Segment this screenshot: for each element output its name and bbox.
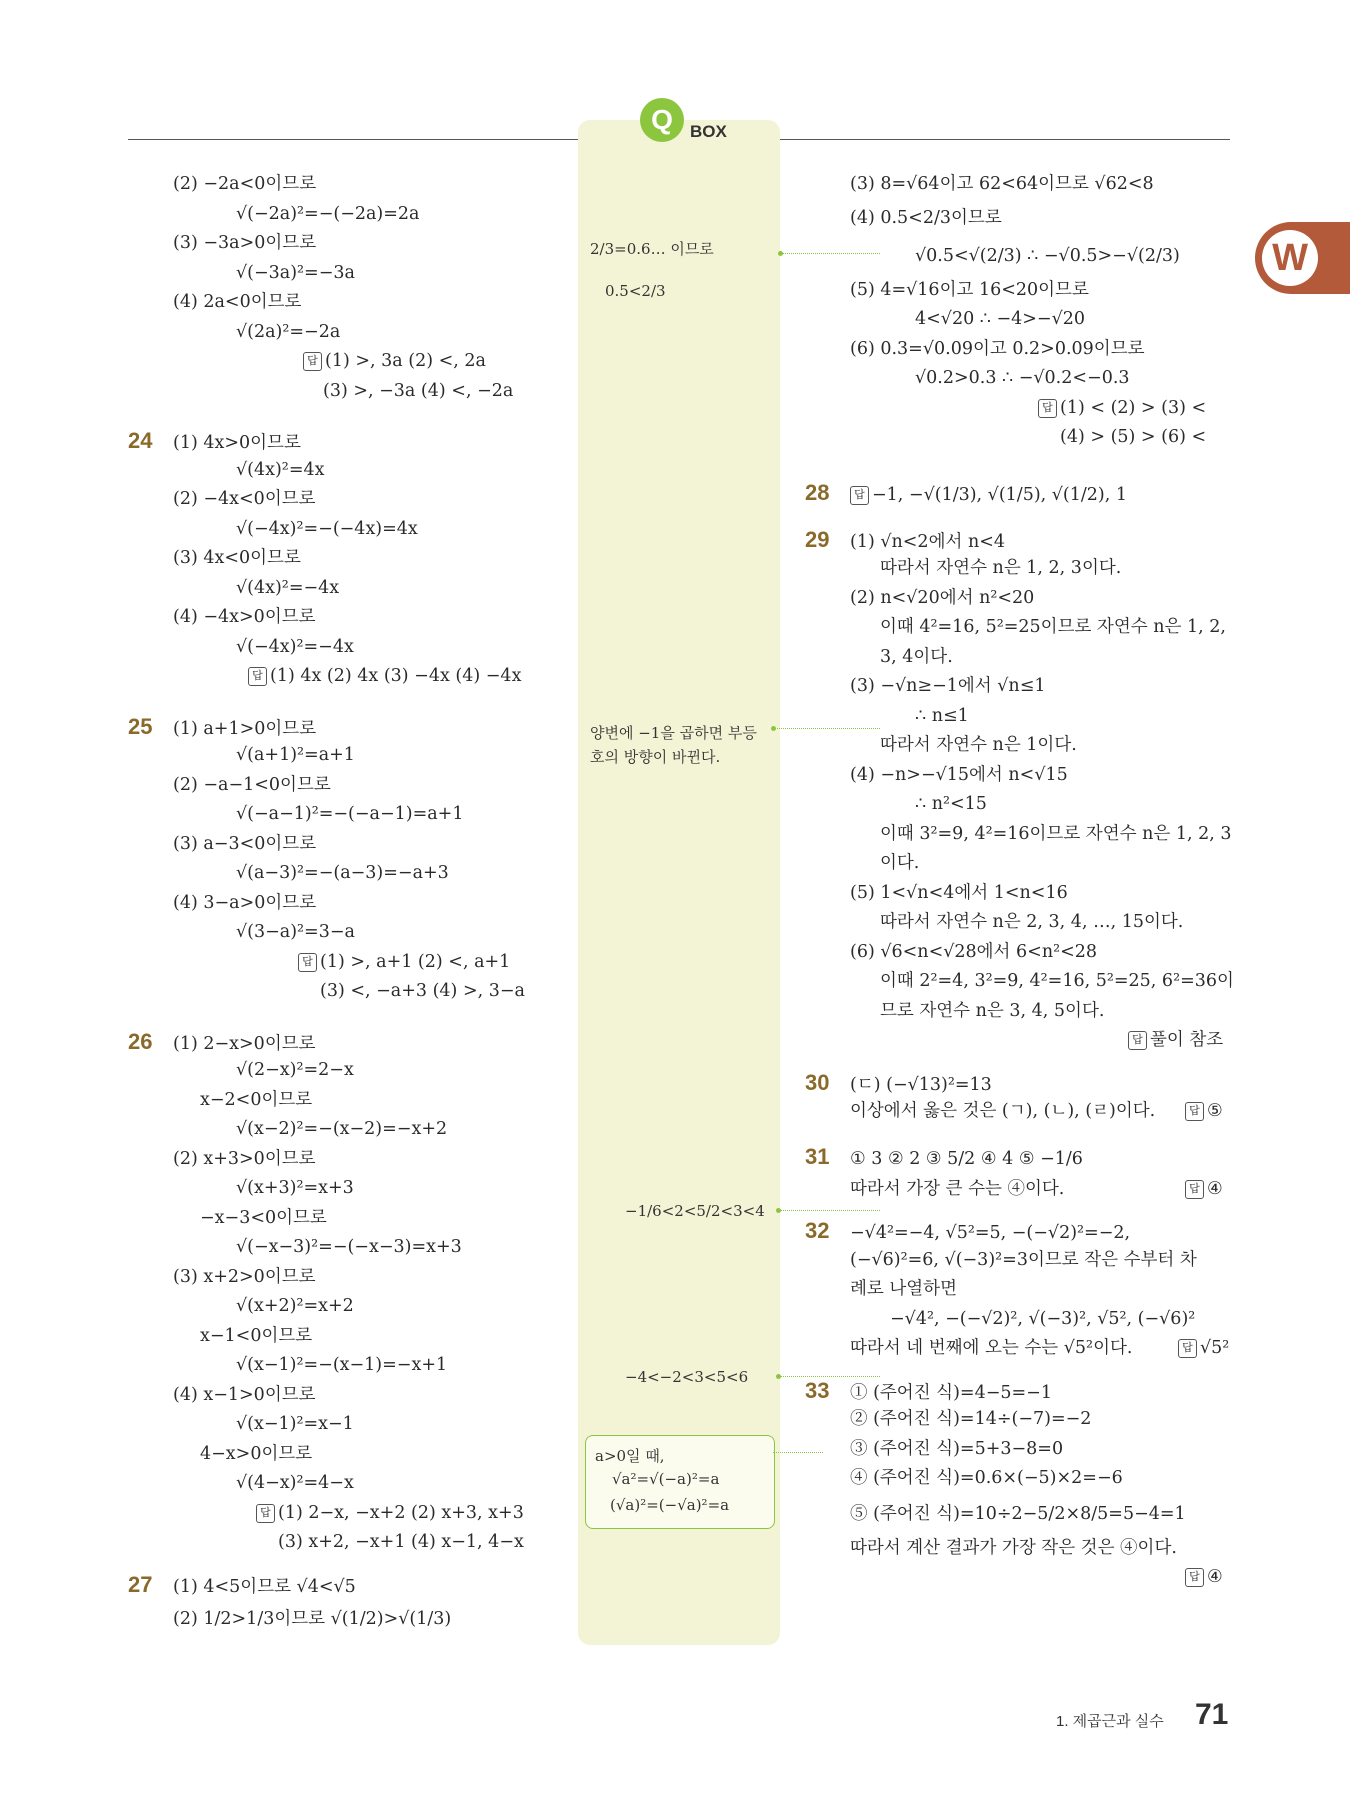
answer-mark-icon: 답 — [298, 953, 317, 972]
line: (5) 1<√n<4에서 1<n<16 — [850, 882, 1068, 903]
line: (4) 0.5<2/3이므로 — [850, 207, 1002, 228]
line: (4) −n>−√15에서 n<√15 — [850, 764, 1068, 785]
line: √(a+1)²=a+1 — [236, 745, 355, 765]
line: x−1<0이므로 — [200, 1325, 313, 1346]
line: √(−4x)²=−(−4x)=4x — [236, 518, 418, 539]
line: √(x+2)²=x+2 — [236, 1296, 354, 1316]
note-order-31: −1/6<2<5/2<3<4 — [625, 1202, 765, 1220]
note-box-line: (√a)²=(−√a)²=a — [610, 1496, 730, 1514]
answer-mark-icon: 답 — [1185, 1102, 1204, 1121]
line: (2) −a−1<0이므로 — [173, 774, 331, 795]
line: (−√6)²=6, √(−3)²=3이므로 작은 수부터 차 — [850, 1249, 1197, 1270]
answer-line: 따라서 가장 큰 수는 ④이다. 답 ④ — [850, 1178, 1223, 1199]
answer-text: (1) >, 3a (2) <, 2a — [325, 351, 486, 371]
line: (3) x+2>0이므로 — [173, 1266, 316, 1287]
answer-mark-icon: 답 — [1185, 1568, 1204, 1587]
problem-number: 30 — [805, 1069, 830, 1095]
line: (4) x−1>0이므로 — [173, 1384, 316, 1405]
line: 4−x>0이므로 — [200, 1443, 313, 1464]
line: ④ (주어진 식)=0.6×(−5)×2=−6 — [850, 1468, 1123, 1488]
line: (2) −4x<0이므로 — [173, 489, 316, 509]
problem-number: 25 — [128, 713, 153, 739]
line: √(2a)²=−2a — [236, 321, 341, 342]
line: √(x−1)²=x−1 — [236, 1414, 354, 1434]
line: ⑤ (주어진 식)=10÷2−5/2×8/5=5−4=1 — [850, 1503, 1186, 1524]
page-number: 71 — [1195, 1698, 1229, 1731]
line: √(3−a)²=3−a — [236, 922, 355, 942]
problem-number: 33 — [805, 1377, 830, 1403]
line: √(4x)²=4x — [236, 459, 325, 480]
leader-dot — [771, 726, 776, 731]
answer-mark-icon: 답 — [256, 1504, 275, 1523]
line: √(x−2)²=−(x−2)=−x+2 — [236, 1119, 448, 1139]
line: 므로 자연수 n은 3, 4, 5이다. — [880, 1000, 1105, 1021]
line: ② (주어진 식)=14÷(−7)=−2 — [850, 1409, 1092, 1429]
answer-line: (3) <, −a+3 (4) >, 3−a — [320, 981, 525, 1001]
line: 따라서 자연수 n은 1이다. — [880, 735, 1077, 755]
line: (2) x+3>0이므로 — [173, 1148, 316, 1169]
answer-mark-icon: 답 — [1185, 1180, 1204, 1199]
problem-28-line: 28 답 −1, −√(1/3), √(1/5), √(1/2), 1 — [850, 473, 1230, 513]
problem-number: 29 — [805, 526, 830, 552]
problem-24-line: 24 (1) 4x>0이므로 — [128, 426, 568, 456]
line: 따라서 계산 결과가 가장 작은 것은 ④이다. — [850, 1537, 1177, 1558]
line: √(x+3)²=x+3 — [236, 1178, 354, 1198]
w-badge-icon: W — [1262, 230, 1318, 286]
note-box-line: a>0일 때, — [595, 1447, 665, 1465]
q-box-label: BOX — [690, 122, 727, 141]
problem-number: 27 — [128, 1571, 153, 1597]
problem-32-line: 32 −√4²=−4, √5²=5, −(−√2)²=−2, — [850, 1216, 1230, 1246]
line: 3, 4이다. — [880, 646, 953, 667]
leader-dot — [776, 1208, 781, 1213]
line: (2) −2a<0이므로 — [173, 174, 317, 194]
answer-line: (3) x+2, −x+1 (4) x−1, 4−x — [278, 1532, 524, 1552]
q-icon: Q — [640, 98, 684, 142]
problem-30-line: 30 (ㄷ) (−√13)²=13 — [850, 1068, 1230, 1098]
line: (4) 3−a>0이므로 — [173, 892, 317, 913]
leader-dot — [778, 251, 783, 256]
line: √(−4x)²=−4x — [236, 636, 354, 657]
line: x−2<0이므로 — [200, 1089, 313, 1110]
answer-mark-icon: 답 — [1178, 1339, 1197, 1358]
line: √(4−x)²=4−x — [236, 1473, 354, 1493]
line: (4) 2a<0이므로 — [173, 292, 302, 312]
line: √0.5<√(2/3) ∴ −√0.5>−√(2/3) — [915, 245, 1180, 266]
line: 따라서 자연수 n은 2, 3, 4, …, 15이다. — [880, 912, 1184, 932]
line: √(x−1)²=−(x−1)=−x+1 — [236, 1355, 448, 1375]
line: (3) −√n≥−1에서 √n≤1 — [850, 676, 1046, 696]
line: (5) 4=√16이고 16<20이므로 — [850, 279, 1089, 300]
problem-number: 24 — [128, 428, 153, 453]
line: √(−x−3)²=−(−x−3)=x+3 — [236, 1237, 462, 1257]
answer-line: (3) >, −3a (4) <, −2a — [323, 380, 514, 401]
answer-line: 답 풀이 참조 — [850, 1026, 1230, 1056]
line: 이때 2²=4, 3²=9, 4²=16, 5²=25, 6²=36이 — [880, 971, 1234, 991]
problem-31-line: 31 ① 3 ② 2 ③ 5/2 ④ 4 ⑤ −1/6 — [850, 1139, 1230, 1175]
line: (3) 4x<0이므로 — [173, 548, 301, 568]
line: 이때 4²=16, 5²=25이므로 자연수 n은 1, 2, — [880, 617, 1226, 637]
problem-number: 32 — [805, 1218, 830, 1243]
answer-line: (4) > (5) > (6) < — [1060, 427, 1207, 447]
line: √(−3a)²=−3a — [236, 262, 355, 283]
line: 이때 3²=9, 4²=16이므로 자연수 n은 1, 2, 3 — [880, 823, 1232, 844]
note-inequality-2: 호의 방향이 바뀐다. — [590, 748, 721, 766]
line: (2) n<√20에서 n²<20 — [850, 587, 1035, 608]
answer-line — [128, 347, 568, 377]
problem-number: 28 — [805, 479, 830, 505]
problem-29-line: 29 (1) √n<2에서 n<4 — [850, 525, 1230, 555]
line: (6) 0.3=√0.09이고 0.2>0.09이므로 — [850, 338, 1145, 359]
line: √(2−x)²=2−x — [236, 1060, 354, 1080]
line: 이다. — [880, 853, 920, 873]
answer-line: 답 (1) < (2) > (3) < — [850, 394, 1230, 424]
answer-line: 답 (1) 2−x, −x+2 (2) x+3, x+3 — [128, 1499, 568, 1529]
problem-number: 31 — [805, 1143, 830, 1169]
line: √(a−3)²=−(a−3)=−a+3 — [236, 863, 449, 883]
note-half-lt: 0.5<2/3 — [605, 282, 666, 300]
line: (4) −4x>0이므로 — [173, 607, 316, 627]
answer-line: 답 ④ — [850, 1563, 1230, 1593]
leader-dot — [776, 1374, 781, 1379]
answer-line: 이상에서 옳은 것은 (ㄱ), (ㄴ), (ㄹ)이다. 답 ⑤ — [850, 1101, 1223, 1121]
answer-mark-icon: 답 — [248, 667, 267, 686]
problem-25-line: 25 (1) a+1>0이므로 — [128, 712, 568, 742]
line: √0.2>0.3 ∴ −√0.2<−0.3 — [915, 368, 1130, 388]
note-two-thirds: 2/3=0.6… 이므로 — [590, 240, 714, 258]
problem-33-line: 33 ① (주어진 식)=4−5=−1 — [850, 1376, 1230, 1406]
line: √(−2a)²=−(−2a)=2a — [236, 203, 420, 224]
note-inequality-1: 양변에 −1을 곱하면 부등 — [590, 724, 757, 742]
answer-mark-icon: 답 — [1038, 399, 1057, 418]
line: ∴ n²<15 — [915, 794, 987, 814]
left-column — [128, 170, 568, 1639]
answer-mark-icon: 답 — [850, 486, 869, 505]
answer-mark-icon: 답 — [303, 352, 322, 371]
line: 따라서 자연수 n은 1, 2, 3이다. — [880, 558, 1122, 578]
line: (3) −3a>0이므로 — [173, 233, 317, 253]
note-box-line: √a²=√(−a)²=a — [612, 1470, 720, 1488]
leader-line — [773, 1452, 823, 1453]
line: −x−3<0이므로 — [200, 1207, 327, 1228]
answer-mark-icon: 답 — [1128, 1031, 1147, 1050]
line: √(4x)²=−4x — [236, 577, 340, 598]
answer-line: 답 (1) >, a+1 (2) <, a+1 — [128, 948, 568, 978]
problem-27-line: 27 (1) 4<5이므로 √4<√5 — [128, 1570, 568, 1600]
line: 례로 나열하면 — [850, 1279, 957, 1299]
line: 4<√20 ∴ −4>−√20 — [915, 309, 1086, 329]
chapter-title: 1. 제곱근과 실수 — [1056, 1713, 1164, 1730]
line: √(−a−1)²=−(−a−1)=a+1 — [236, 804, 464, 824]
right-column — [805, 170, 1234, 1593]
line: (2) 1/2>1/3이므로 √(1/2)>√(1/3) — [173, 1609, 452, 1629]
q-box-panel — [578, 120, 780, 1645]
line: (6) √6<n<√28에서 6<n²<28 — [850, 941, 1098, 962]
answer-line: 답 (1) 4x (2) 4x (3) −4x (4) −4x — [128, 662, 568, 692]
line: ③ (주어진 식)=5+3−8=0 — [850, 1438, 1064, 1459]
problem-26-line: 26 (1) 2−x>0이므로 — [128, 1027, 568, 1057]
problem-number: 26 — [128, 1028, 153, 1054]
line: (3) 8=√64이고 62<64이므로 √62<8 — [850, 174, 1154, 194]
answer-line: 따라서 네 번째에 오는 수는 √5²이다. 답 √5² — [850, 1338, 1230, 1358]
line: ∴ n≤1 — [915, 705, 969, 726]
note-order-32: −4<−2<3<5<6 — [625, 1368, 749, 1386]
line: (3) a−3<0이므로 — [173, 833, 317, 854]
line: −√4², −(−√2)², √(−3)², √5², (−√6)² — [890, 1308, 1196, 1329]
